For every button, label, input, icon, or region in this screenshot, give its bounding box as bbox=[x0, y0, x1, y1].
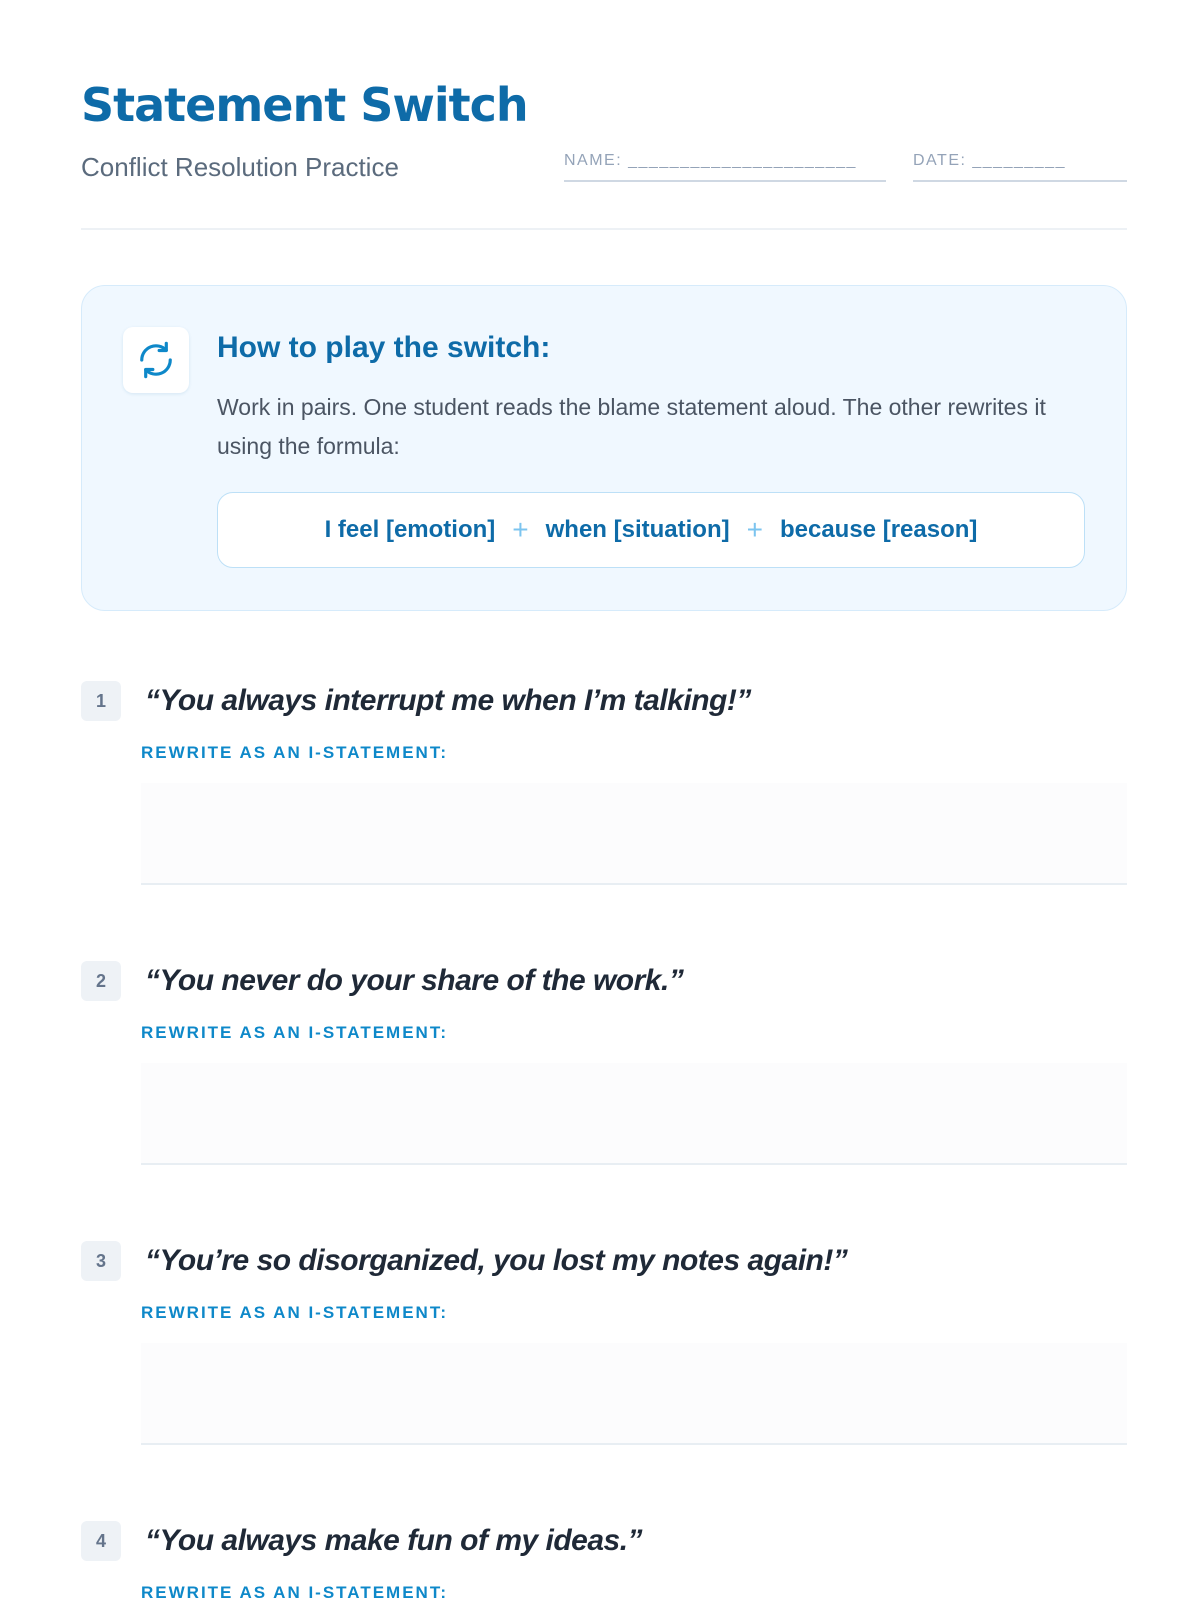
blame-statement: “You always make fun of my ideas.” bbox=[145, 1524, 643, 1557]
formula-reason: because [reason] bbox=[779, 516, 978, 543]
rewrite-label: REWRITE AS AN I-STATEMENT: bbox=[141, 1023, 448, 1042]
plus-icon: + bbox=[746, 514, 763, 545]
answer-box[interactable] bbox=[141, 1343, 1127, 1445]
formula-emotion: I feel [emotion] bbox=[324, 516, 496, 543]
instructions-panel bbox=[81, 285, 1127, 611]
name-field[interactable]: NAME: ______________________ bbox=[564, 152, 886, 182]
question-number: 1 bbox=[81, 681, 121, 721]
rewrite-label: REWRITE AS AN I-STATEMENT: bbox=[141, 1303, 448, 1322]
answer-box[interactable] bbox=[141, 783, 1127, 885]
refresh-icon bbox=[123, 327, 189, 393]
question-number: 2 bbox=[81, 961, 121, 1001]
page-subtitle: Conflict Resolution Practice bbox=[81, 152, 399, 182]
plus-icon: + bbox=[512, 514, 529, 545]
instructions-title: How to play the switch: bbox=[217, 331, 551, 364]
header-divider bbox=[81, 228, 1127, 230]
formula-box bbox=[217, 492, 1085, 568]
blame-statement: “You never do your share of the work.” bbox=[145, 964, 684, 997]
blame-statement: “You always interrupt me when I’m talking!” bbox=[145, 684, 751, 717]
formula-situation: when [situation] bbox=[545, 516, 730, 543]
question-number: 4 bbox=[81, 1521, 121, 1561]
page-title: Statement Switch bbox=[81, 78, 528, 132]
blame-statement: “You’re so disorganized, you lost my notes again!” bbox=[145, 1244, 848, 1277]
rewrite-label: REWRITE AS AN I-STATEMENT: bbox=[141, 743, 448, 762]
instructions-text: Work in pairs. One student reads the blame statement aloud. The other rewrites it using the formula: bbox=[217, 394, 1046, 459]
date-field[interactable]: DATE: _________ bbox=[913, 152, 1127, 182]
question-number: 3 bbox=[81, 1241, 121, 1281]
rewrite-label: REWRITE AS AN I-STATEMENT: bbox=[141, 1583, 448, 1602]
answer-box[interactable] bbox=[141, 1063, 1127, 1165]
